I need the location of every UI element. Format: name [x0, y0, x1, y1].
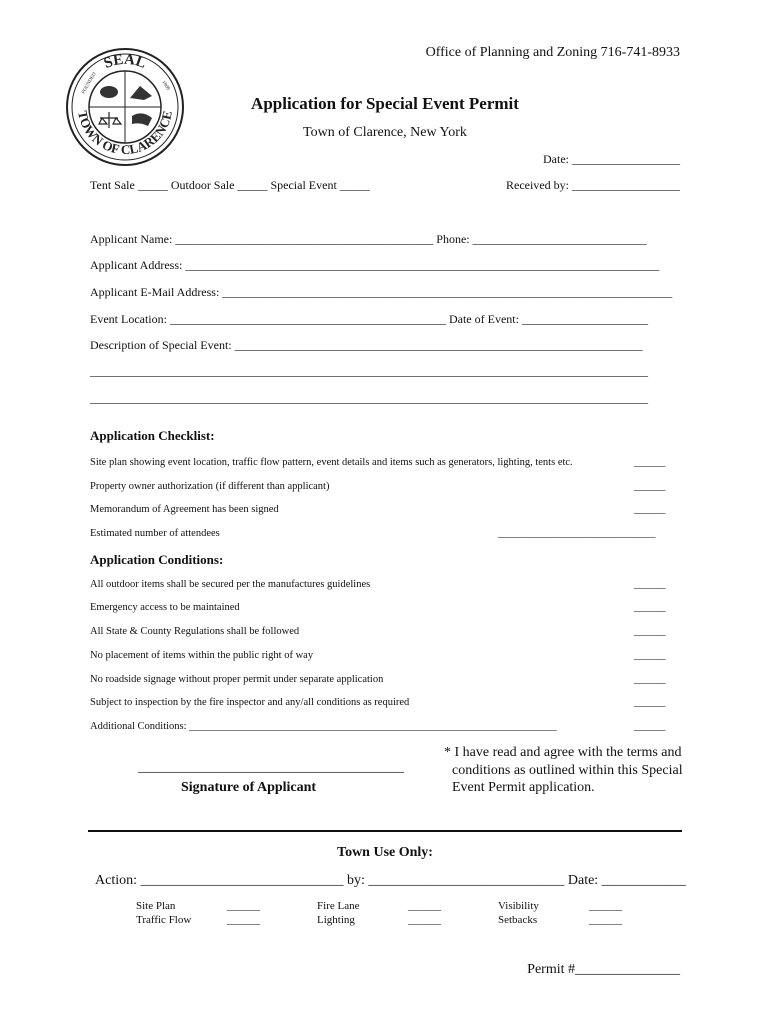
town-use-item: Traffic Flow: [136, 914, 192, 926]
town-use-item: Visibility: [498, 900, 539, 912]
checklist-item: Property owner authorization (if different than applicant): [90, 481, 330, 492]
event-location-field[interactable]: Event Location: ______________________________________________ Date of Event: _____________________: [90, 312, 648, 326]
action-line[interactable]: Action: _____________________________ by: ____________________________ Date: ____________: [95, 873, 686, 888]
event-type-field[interactable]: Tent Sale _____ Outdoor Sale _____ Special Event _____: [90, 178, 370, 192]
agreement-text: Event Permit application.: [452, 780, 595, 795]
description-field[interactable]: Description of Special Event: ____________________________________________________________________: [90, 338, 643, 352]
page-title: Application for Special Event Permit: [251, 94, 519, 113]
condition-blank[interactable]: ______: [634, 650, 666, 661]
divider: [88, 830, 682, 832]
svg-text:SEAL: [102, 52, 148, 72]
applicant-address-field[interactable]: Applicant Address: _______________________________________________________________________________: [90, 258, 660, 272]
condition-item: All State & County Regulations shall be followed: [90, 626, 300, 637]
seal-bottom-text: TOWN OF CLARENCE: [75, 109, 175, 158]
condition-item: Subject to inspection by the fire inspector and any/all conditions as required: [90, 697, 410, 708]
condition-item: All outdoor items shall be secured per the manufactures guidelines: [90, 579, 371, 590]
checklist-blank[interactable]: ______: [634, 504, 666, 515]
checklist-blank[interactable]: ______: [634, 481, 666, 492]
office-phone: Office of Planning and Zoning 716-741-8933: [425, 45, 680, 60]
condition-blank[interactable]: ______: [634, 579, 666, 590]
seal-left-text: FOUNDED: [81, 71, 98, 95]
condition-item: No placement of items within the public right of way: [90, 650, 314, 661]
applicant-name-field[interactable]: Applicant Name: ___________________________________________ Phone: _____________________________: [90, 232, 647, 246]
condition-blank[interactable]: ______: [634, 674, 666, 685]
checklist-heading: Application Checklist:: [90, 428, 215, 443]
checklist-item: Memorandum of Agreement has been signed: [90, 504, 279, 515]
condition-blank[interactable]: ______: [634, 721, 666, 732]
description-line[interactable]: _____________________________________________________________________________________________: [90, 391, 648, 405]
signature-label: Signature of Applicant: [181, 780, 317, 795]
town-use-blank[interactable]: ______: [589, 900, 622, 912]
checklist-blank[interactable]: ______: [634, 457, 666, 468]
town-use-heading: Town Use Only:: [337, 845, 433, 860]
agreement-text: * I have read and agree with the terms and: [444, 745, 682, 760]
town-use-blank[interactable]: ______: [408, 900, 441, 912]
town-use-blank[interactable]: ______: [227, 900, 260, 912]
town-use-item: Fire Lane: [317, 900, 360, 912]
seal-top-text: SEAL: [101, 51, 149, 72]
condition-item: Emergency access to be maintained: [90, 602, 240, 613]
condition-item: No roadside signage without proper permit under separate application: [90, 674, 384, 685]
attendees-blank[interactable]: ______________________________: [498, 528, 656, 539]
additional-conditions-field[interactable]: Additional Conditions: ______________________________________________________________________: [90, 721, 557, 732]
town-use-blank[interactable]: ______: [589, 914, 622, 926]
town-use-blank[interactable]: ______: [408, 914, 441, 926]
condition-blank[interactable]: ______: [634, 626, 666, 637]
applicant-email-field[interactable]: Applicant E-Mail Address: ___________________________________________________________________________: [90, 285, 673, 299]
town-use-item: Site Plan: [136, 900, 176, 912]
condition-blank[interactable]: ______: [634, 602, 666, 613]
description-line[interactable]: _____________________________________________________________________________________________: [90, 364, 648, 378]
permit-number-field[interactable]: Permit #_______________: [527, 962, 680, 977]
seal-right-text: 1808: [160, 80, 171, 92]
conditions-heading: Application Conditions:: [90, 552, 224, 567]
received-by-field[interactable]: Received by: __________________: [506, 178, 680, 192]
page-subtitle: Town of Clarence, New York: [303, 125, 467, 140]
condition-blank[interactable]: ______: [634, 697, 666, 708]
town-use-item: Lighting: [317, 914, 355, 926]
town-use-item: Setbacks: [498, 914, 538, 926]
town-use-blank[interactable]: ______: [227, 914, 260, 926]
date-field[interactable]: Date: __________________: [543, 152, 680, 166]
checklist-item: Site plan showing event location, traffic flow pattern, event details and items such as generators, lighting, tents etc.: [90, 457, 573, 468]
signature-line[interactable]: ______________________________________: [138, 760, 404, 775]
agreement-text: conditions as outlined within this Special: [452, 763, 683, 778]
checklist-item: Estimated number of attendees: [90, 528, 220, 539]
